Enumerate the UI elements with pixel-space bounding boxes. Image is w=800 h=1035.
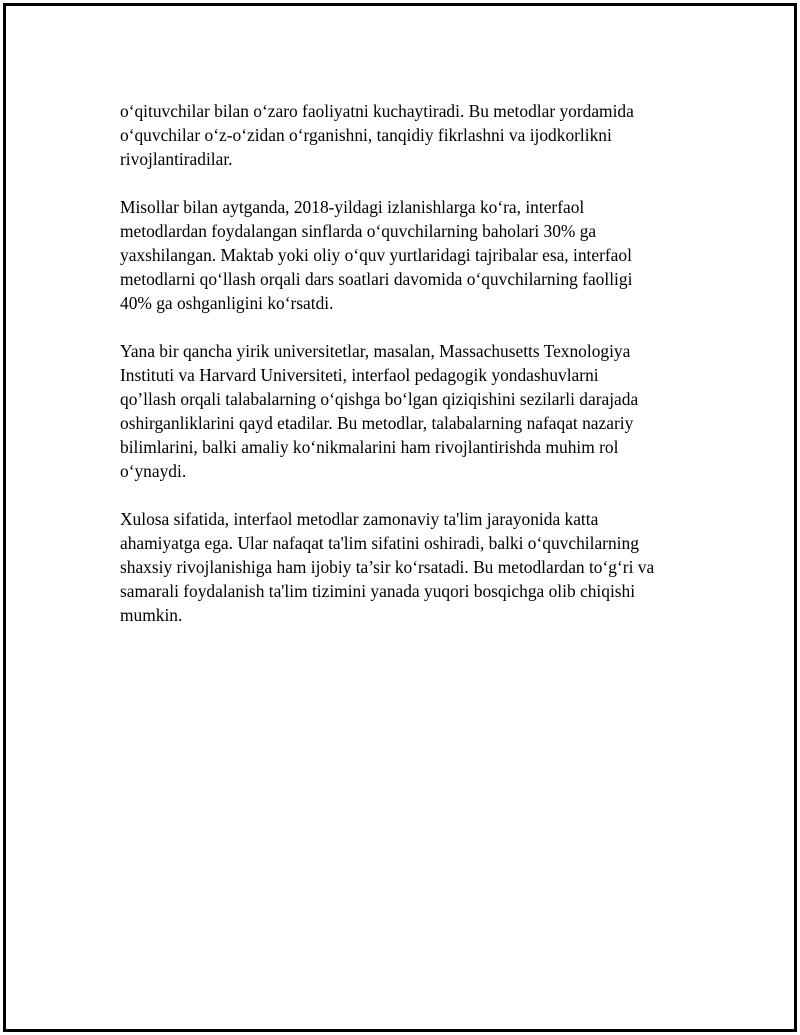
text-line: o‘quvchilar o‘z-o‘zidan o‘rganishni, tanqidiy fikrlashni va ijodkorlikni: [120, 125, 612, 145]
text-line: oshirganliklarini qayd etadilar. Bu metodlar, talabalarning nafaqat nazariy: [120, 413, 634, 433]
text-line: metodlardan foydalangan sinflarda o‘quvchilarning baholari 30% ga: [120, 221, 597, 241]
text-line: o‘ynaydi.: [120, 461, 187, 481]
text-line: Instituti va Harvard Universiteti, interfaol pedagogik yondashuvlarni: [120, 365, 599, 385]
text-line: 40% ga oshganligini ko‘rsatdi.: [120, 293, 334, 313]
text-line: ahamiyatga ega. Ular nafaqat ta'lim sifatini oshiradi, balki o‘quvchilarning: [120, 533, 639, 553]
paragraph-1: [120, 99, 700, 171]
text-line: Yana bir qancha yirik universitetlar, masalan, Massachusetts Texnologiya: [120, 341, 631, 361]
document-page: [3, 3, 797, 1032]
text-line: Misollar bilan aytganda, 2018-yildagi izlanishlarga ko‘ra, interfaol: [120, 197, 585, 217]
text-line: samarali foydalanish ta'lim tizimini yanada yuqori bosqichga olib chiqishi: [120, 581, 636, 601]
text-line: shaxsiy rivojlanishiga ham ijobiy ta’sir ko‘rsatadi. Bu metodlardan to‘g‘ri va: [120, 557, 655, 577]
text-line: Xulosa sifatida, interfaol metodlar zamonaviy ta'lim jarayonida katta: [120, 509, 599, 529]
document-body: [120, 99, 700, 651]
paragraph-3: [120, 339, 700, 483]
text-line: mumkin.: [120, 605, 183, 625]
paragraph-4: [120, 507, 700, 627]
text-line: yaxshilangan. Maktab yoki oliy o‘quv yurtlaridagi tajribalar esa, interfaol: [120, 245, 632, 265]
text-line: rivojlantiradilar.: [120, 149, 233, 169]
text-line: metodlarni qo‘llash orqali dars soatlari davomida o‘quvchilarning faolligi: [120, 269, 633, 289]
text-line: bilimlarini, balki amaliy ko‘nikmalarini ham rivojlantirishda muhim rol: [120, 437, 619, 457]
paragraph-2: [120, 195, 700, 315]
text-line: o‘qituvchilar bilan o‘zaro faoliyatni kuchaytiradi. Bu metodlar yordamida: [120, 101, 634, 121]
text-line: qo’llash orqali talabalarning o‘qishga bo‘lgan qiziqishini sezilarli darajada: [120, 389, 639, 409]
